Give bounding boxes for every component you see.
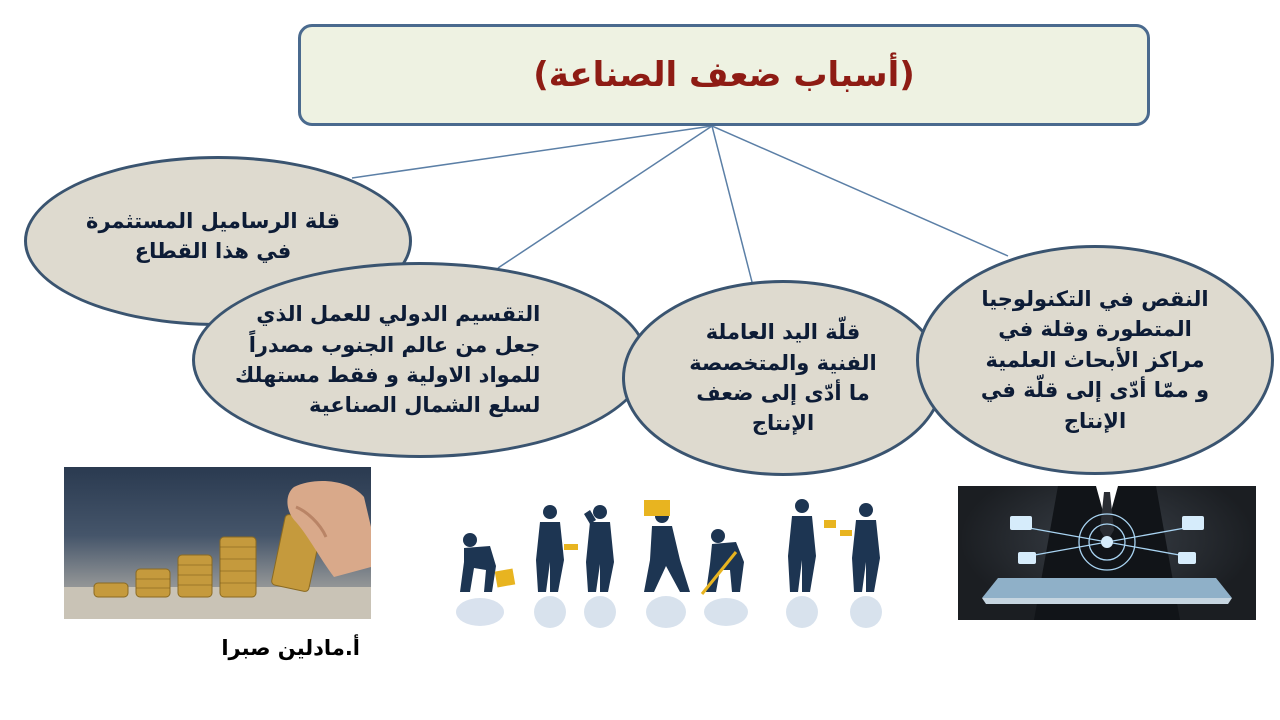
cause-text-capital: قلة الرساميل المستثمرة في هذا القطاع — [86, 208, 340, 263]
cause-text-skilled-labor: قلّة اليد العاملة الفنية والمتخصصة ما أدّى إلى ضعف الإنتاج — [689, 320, 877, 436]
connector-line-3 — [712, 126, 752, 282]
coins-stacks-image — [64, 467, 371, 619]
diagram-title: (أسباب ضعف الصناعة) — [533, 55, 915, 95]
cause-bubble-technology — [916, 245, 1274, 475]
cause-bubble-skilled-labor — [622, 280, 944, 476]
technology-tablet-image — [958, 486, 1256, 620]
connector-line-4 — [712, 126, 1008, 256]
connector-line-1 — [352, 126, 712, 178]
cause-text-division-of-labor: التقسيم الدولي للعمل الذي جعل من عالم الجنوب مصدراً للمواد الاولية و فقط مستهلك لسلع الشمال الصناعية — [235, 302, 541, 418]
cause-bubble-division-of-labor — [192, 262, 648, 458]
cause-text-technology: النقص في التكنولوجيا المتطورة وقلة في مراكز الأبحاث العلمية و ممّا أدّى إلى قلّة في الإنتاج — [980, 286, 1210, 433]
title-box — [298, 24, 1150, 126]
author-name: أ.مادلين صبرا — [221, 636, 360, 660]
workers-silhouettes-image — [440, 490, 900, 640]
connector-line-2 — [498, 126, 712, 268]
